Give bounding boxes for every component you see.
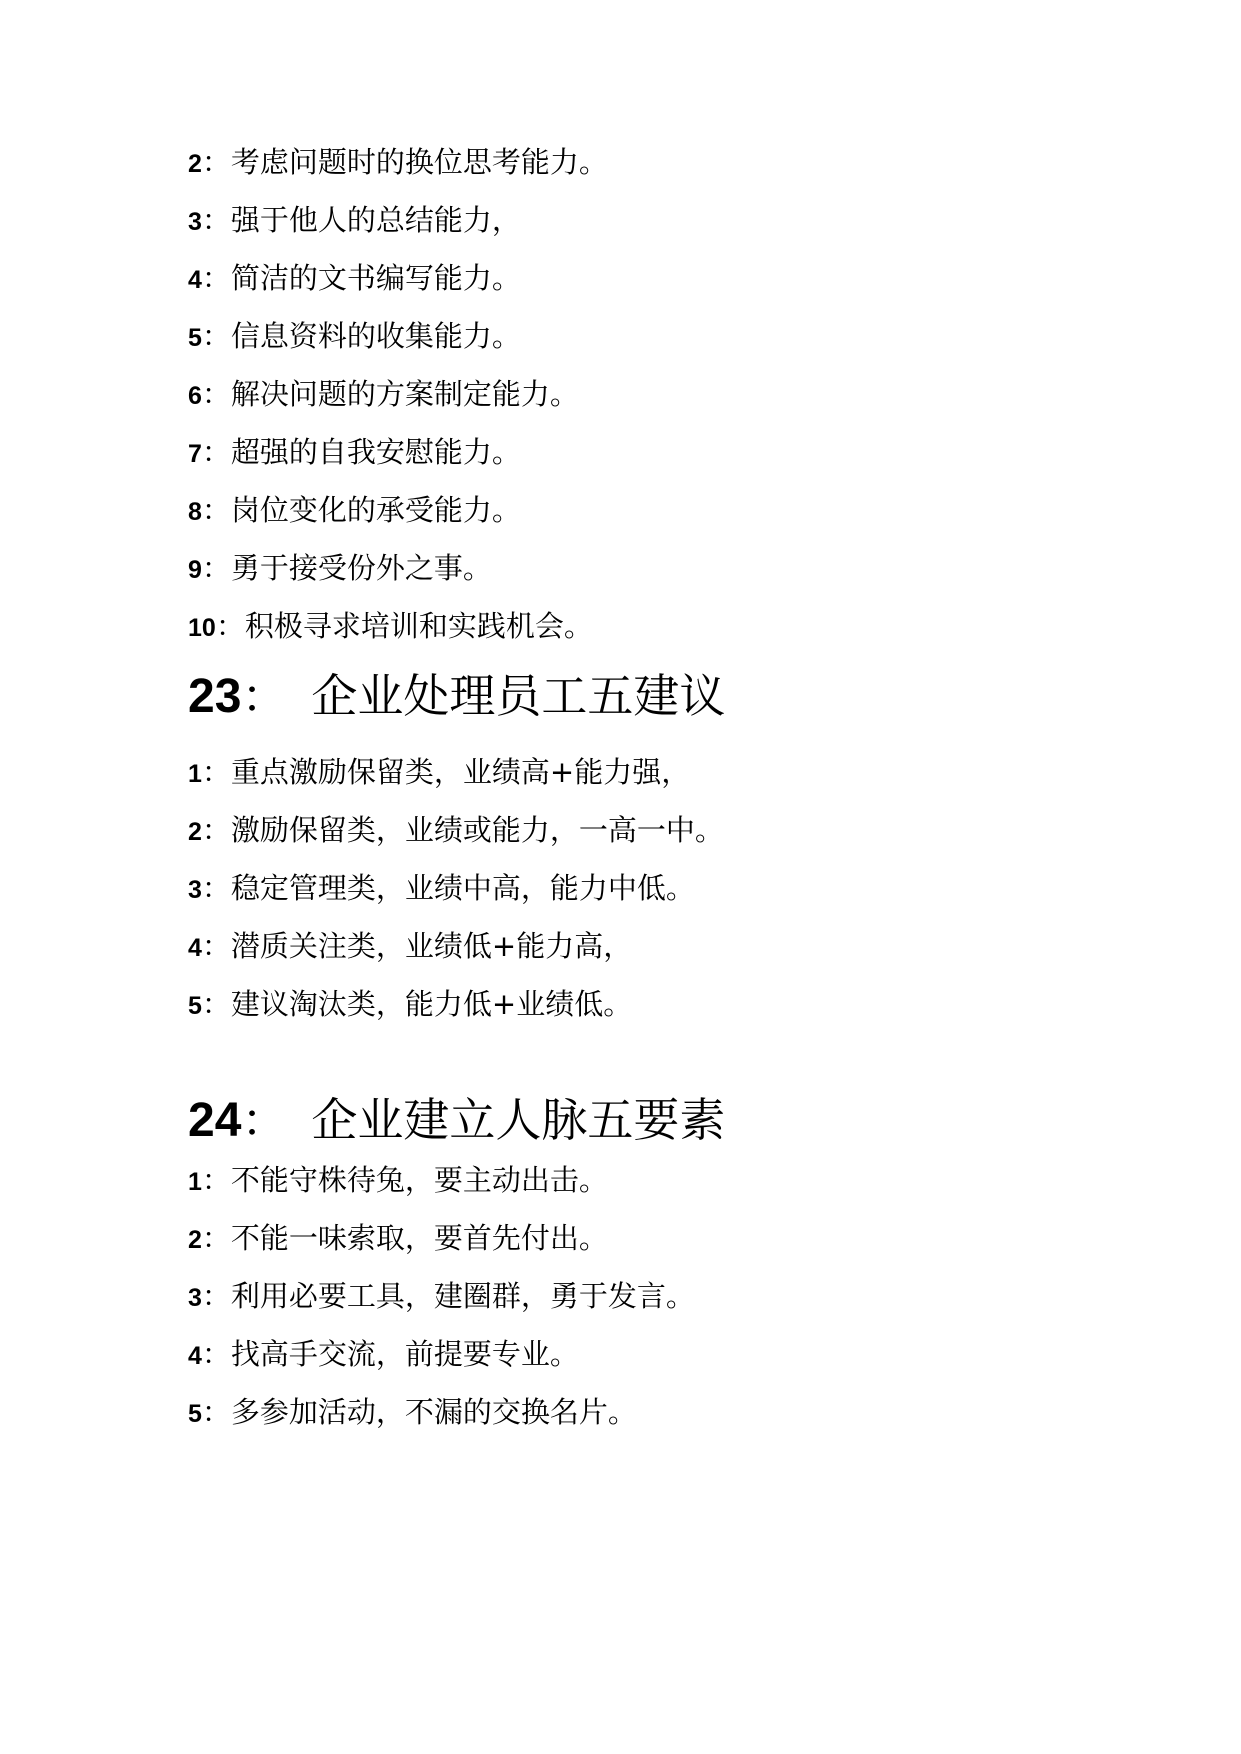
item-separator: ：	[201, 1337, 231, 1371]
item-text: 强于他人的总结能力，	[230, 203, 521, 237]
item-separator: ：	[201, 493, 231, 527]
item-text: 不能一味索取，要首先付出。	[230, 1221, 608, 1255]
list-item	[188, 810, 724, 850]
item-number: 8	[188, 498, 202, 526]
item-number: 3	[188, 876, 202, 904]
item-text: 稳定管理类，业绩中高，能力中低。	[230, 871, 695, 905]
list-item	[188, 432, 521, 472]
item-text: 岗位变化的承受能力。	[230, 493, 521, 527]
item-separator: ：	[201, 1279, 231, 1313]
item-text: 勇于接受份外之事。	[230, 551, 492, 585]
item-text: 超强的自我安慰能力。	[230, 435, 521, 469]
list-item	[188, 1218, 608, 1258]
section-separator: ：	[241, 669, 288, 723]
list-item	[188, 1276, 695, 1316]
item-number: 5	[188, 992, 202, 1020]
section-heading	[188, 1088, 725, 1152]
section-number: 23	[188, 670, 242, 723]
item-text: 激励保留类，业绩或能力，一高一中。	[230, 813, 724, 847]
item-text: 多参加活动，不漏的交换名片。	[230, 1395, 637, 1429]
list-item	[188, 1334, 579, 1374]
section-number: 24	[188, 1094, 242, 1147]
item-separator: ：	[201, 1163, 231, 1197]
item-separator: ：	[201, 551, 231, 585]
list-item	[188, 752, 690, 792]
item-number: 4	[188, 266, 202, 294]
section-heading	[188, 664, 725, 728]
list-item	[188, 984, 632, 1024]
item-text: 建议淘汰类，能力低+业绩低。	[230, 987, 633, 1021]
item-separator: ：	[201, 987, 231, 1021]
item-number: 4	[188, 934, 202, 962]
item-separator: ：	[201, 871, 231, 905]
item-number: 10	[188, 614, 216, 642]
item-text: 找高手交流，前提要专业。	[230, 1337, 579, 1371]
item-text: 利用必要工具，建圈群，勇于发言。	[230, 1279, 695, 1313]
item-separator: ：	[201, 813, 231, 847]
item-text: 考虑问题时的换位思考能力。	[230, 145, 608, 179]
item-number: 3	[188, 208, 202, 236]
item-number: 2	[188, 1226, 202, 1254]
list-item	[188, 490, 521, 530]
item-separator: ：	[201, 261, 231, 295]
item-separator: ：	[201, 1221, 231, 1255]
item-text: 不能守株待兔，要主动出击。	[230, 1163, 608, 1197]
section-title: 企业处理员工五建议	[311, 669, 726, 723]
list-item	[188, 200, 521, 240]
item-separator: ：	[201, 377, 231, 411]
item-separator: ：	[201, 929, 231, 963]
item-separator: ：	[201, 1395, 231, 1429]
item-separator: ：	[201, 145, 231, 179]
item-separator: ：	[215, 609, 245, 643]
item-number: 9	[188, 556, 202, 584]
section-title: 企业建立人脉五要素	[311, 1093, 726, 1147]
item-number: 2	[188, 150, 202, 178]
item-text: 信息资料的收集能力。	[230, 319, 521, 353]
list-item	[188, 316, 521, 356]
item-separator: ：	[201, 203, 231, 237]
list-item	[188, 1392, 637, 1432]
list-item	[188, 548, 492, 588]
item-text: 积极寻求培训和实践机会。	[244, 609, 593, 643]
item-number: 5	[188, 324, 202, 352]
item-text: 重点激励保留类，业绩高+能力强，	[230, 755, 691, 789]
list-item	[188, 258, 521, 298]
list-item	[188, 374, 579, 414]
item-text: 潜质关注类，业绩低+能力高，	[230, 929, 633, 963]
list-item	[188, 868, 695, 908]
item-number: 5	[188, 1400, 202, 1428]
list-item	[188, 606, 593, 646]
list-item	[188, 1160, 608, 1200]
item-number: 1	[188, 1168, 202, 1196]
item-text: 解决问题的方案制定能力。	[230, 377, 579, 411]
list-item	[188, 926, 632, 966]
item-number: 2	[188, 818, 202, 846]
section-separator: ：	[241, 1093, 288, 1147]
item-text: 简洁的文书编写能力。	[230, 261, 521, 295]
item-number: 7	[188, 440, 202, 468]
list-item	[188, 142, 608, 182]
item-separator: ：	[201, 435, 231, 469]
item-number: 3	[188, 1284, 202, 1312]
item-separator: ：	[201, 755, 231, 789]
item-number: 1	[188, 760, 202, 788]
item-number: 6	[188, 382, 202, 410]
item-separator: ：	[201, 319, 231, 353]
item-number: 4	[188, 1342, 202, 1370]
